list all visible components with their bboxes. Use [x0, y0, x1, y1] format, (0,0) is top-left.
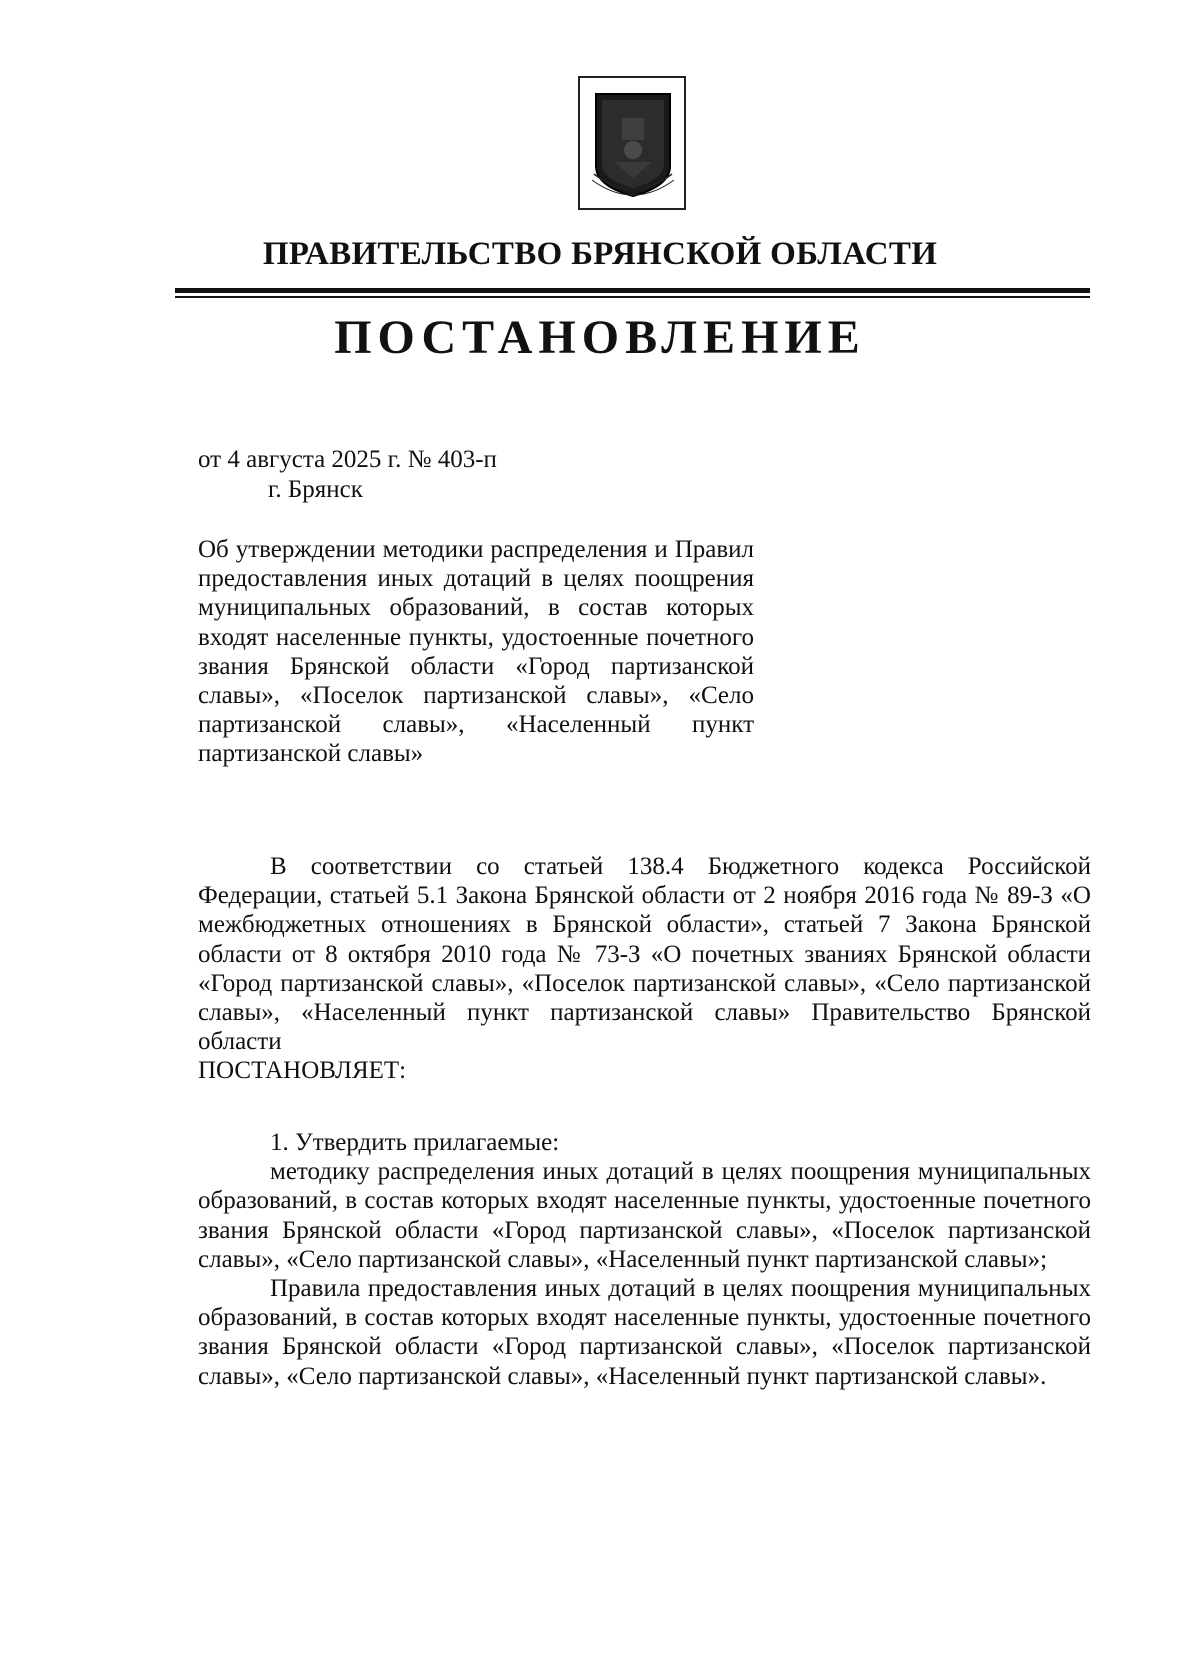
coat-of-arms-frame — [578, 76, 686, 210]
item-1-paragraph-rules: Правила предоставления иных дотаций в целях поощрения муниципальных образований, в состав которых входят населенные пункты, удостоенные почетного звания Брянской области «Город партизанской славы», «Поселок партизанской славы», «Село партизанской славы», «Населенный пункт партизанской славы». — [198, 1275, 1091, 1390]
city-name: г. Брянск — [268, 476, 363, 503]
government-name: ПРАВИТЕЛЬСТВО БРЯНСКОЙ ОБЛАСТИ — [262, 236, 938, 272]
item-1-paragraph-methodology: методику распределения иных дотаций в целях поощрения муниципальных образований, в состав которых входят населенные пункты, удостоенные почетного звания Брянской области «Город партизанской славы», «Поселок партизанской славы», «Село партизанской славы», «Населенный пункт партизанской славы»; — [198, 1158, 1091, 1273]
document-type-title: ПОСТАНОВЛЕНИЕ — [334, 311, 866, 364]
date-and-number: от 4 августа 2025 г. № 403-п — [198, 446, 497, 473]
document-subject: Об утверждении методики распределения и Правил предоставления иных дотаций в целях поощрения муниципальных образований, в состав которых входят населенные пункты, удостоенные почетного звания Брянской области «Город партизанской славы», «Поселок партизанской славы», «Село партизанской славы», «Населенный пункт партизанской славы» — [198, 536, 754, 768]
item-1-heading: 1. Утвердить прилагаемые: — [270, 1129, 560, 1156]
header-rule-thin — [175, 296, 1090, 298]
header-rule-thick — [175, 288, 1090, 293]
decree-word: ПОСТАНОВЛЯЕТ: — [198, 1057, 407, 1084]
item-1-block — [198, 1128, 1091, 1391]
preamble-paragraph: В соответствии со статьей 138.4 Бюджетного кодекса Российской Федерации, статьей 5.1 Закона Брянской области от 2 ноября 2016 года № 89-З «О межбюджетных отношениях в Брянской области», статьей 7 Закона Брянской области от 8 октября 2010 года № 73-З «О почетных званиях Брянской области «Город партизанской славы», «Поселок партизанской славы», «Село партизанской славы», «Населенный пункт партизанской славы» Правительство Брянской области — [198, 853, 1091, 1056]
preamble-block — [198, 852, 1091, 1056]
bryansk-coat-of-arms-icon — [592, 88, 674, 200]
